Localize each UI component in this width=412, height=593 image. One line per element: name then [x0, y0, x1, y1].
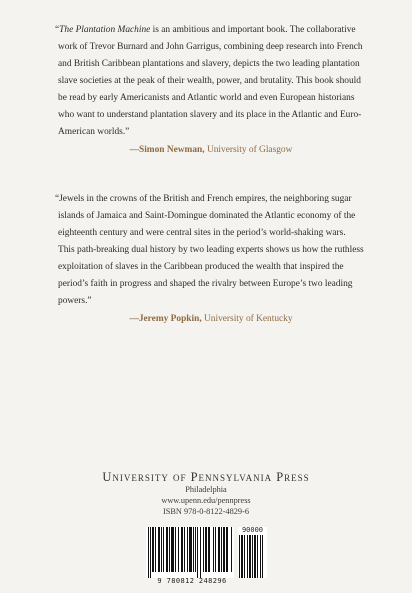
addon-bar [247, 535, 248, 578]
barcode-bar [221, 527, 222, 572]
barcode-bar [189, 527, 192, 572]
blurb-newman-attribution [58, 142, 364, 159]
barcode-bar [175, 527, 176, 572]
book-title: The Plantation Machine [59, 25, 151, 35]
barcode-bar [155, 527, 156, 572]
barcode-bar [195, 527, 196, 572]
barcode-bar [152, 527, 154, 572]
barcode-bar [226, 527, 228, 572]
reviewer-affiliation: University of Glasgow [204, 145, 293, 155]
publisher-block [0, 470, 412, 517]
addon-bar [260, 535, 261, 578]
barcode-bar [150, 527, 151, 578]
barcode-bar [218, 527, 220, 572]
blurb-newman [55, 22, 364, 159]
blurb-popkin [55, 191, 364, 328]
barcode-bar [205, 527, 207, 572]
addon-bar [252, 535, 253, 578]
barcode-bar [148, 527, 149, 578]
addon-bar [239, 535, 240, 578]
barcode-bar [171, 527, 174, 572]
barcode-bar [215, 527, 216, 572]
addon-number: 90000 [241, 526, 264, 534]
blurb-newman-text: “The Plantation Machine is an ambitious and important book. The collaborative work of Trevor Burnard and John Garrigus, combining deep research into French and British Caribbean plantations and slavery, depicts the two leading plantation slave societies at the peak of their wealth, power, and brutality. This book should be read by early Americanists and Atlantic world and even European historians who want to understand plantation slavery and its place in the Atlantic and Euro-American worlds.” [55, 25, 363, 137]
barcode-number: 9 780812 248296 [157, 577, 227, 585]
barcode-bar [163, 527, 164, 572]
addon-bar [254, 535, 256, 578]
barcode-bar [158, 527, 160, 572]
barcode-bar [169, 527, 170, 572]
barcode-bar [208, 527, 210, 572]
barcode-bar [197, 527, 198, 578]
blurb-popkin-text: “Jewels in the crowns of the British and French empires, the neighboring sugar islands of Jamaica and Saint-Domingue dominated the Atlantic economy of the eighteenth century and were central sites in the period’s world-shaking wars. This path-breaking dual history by two leading experts shows us how the ruthless exploitation of slaves in the Caribbean produced the wealth that inspired the period’s faith in progress and shaped the rivalry between Europe’s two leading powers.” [55, 194, 364, 306]
barcode-bar [178, 527, 179, 572]
reviewer-name: —Jeremy Popkin, [129, 314, 202, 324]
barcode-bar [200, 527, 201, 578]
barcode-bar [203, 527, 204, 572]
barcode-bar [184, 527, 185, 572]
reviewer-affiliation: University of Kentucky [201, 314, 293, 324]
publisher-name: University of Pennsylvania Press [102, 470, 310, 484]
barcode-bar [231, 527, 232, 572]
addon-bar [257, 535, 258, 578]
barcode-bar [181, 527, 183, 572]
price-addon-barcode-icon [238, 527, 267, 578]
isbn-barcode-icon [146, 527, 234, 578]
barcode-bar [187, 527, 188, 572]
addon-bar [244, 535, 245, 578]
barcode-area [146, 527, 268, 586]
barcode-bar [193, 527, 194, 572]
blurb-popkin-attribution [58, 311, 364, 328]
reviewer-name: —Simon Newman, [129, 145, 205, 155]
barcode-bar [166, 527, 168, 572]
addon-bar [262, 535, 263, 578]
addon-bar [249, 535, 251, 578]
publisher-city: Philadelphia [185, 485, 227, 494]
isbn-number: ISBN 978-0-8122-4829-6 [163, 507, 249, 516]
publisher-website: www.upenn.edu/pennpress [161, 496, 251, 505]
addon-bar [241, 535, 243, 578]
barcode-bar [213, 527, 214, 572]
barcode-bar [223, 527, 225, 572]
barcode-bar [161, 527, 162, 572]
